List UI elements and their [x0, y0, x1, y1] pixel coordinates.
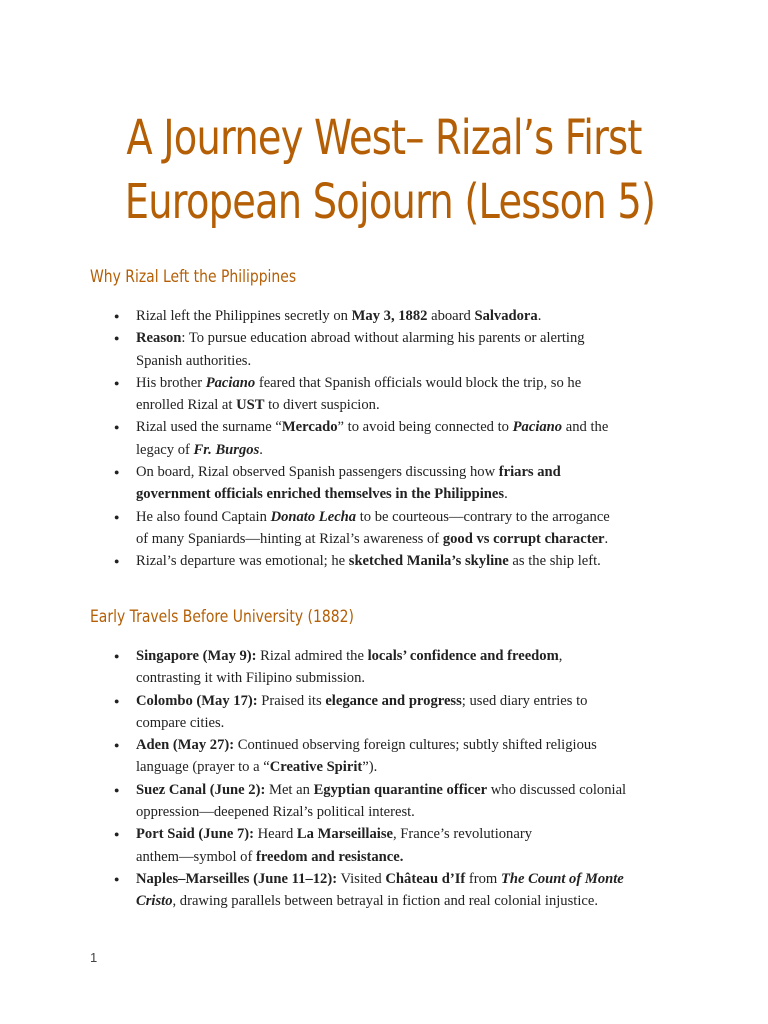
- emphasis-text: Naples–Marseilles (June 11–12):: [136, 870, 338, 887]
- text-line: [136, 712, 676, 734]
- emphasis-text: Mercado: [281, 419, 338, 436]
- text-line: [136, 350, 676, 372]
- list-item: [0, 416, 676, 461]
- body-text: compare cities.: [136, 714, 225, 731]
- emphasis-text: Paciano: [512, 419, 563, 436]
- body-text: oppression—deepened Rizal’s political interest.: [136, 804, 415, 821]
- list-item: [0, 372, 676, 417]
- body-text: Praised its: [257, 692, 326, 709]
- list-item: [0, 779, 676, 824]
- text-line: [136, 890, 676, 912]
- text-line: [136, 550, 676, 572]
- text-line: [136, 461, 676, 483]
- emphasis-text: elegance and progress: [325, 692, 462, 709]
- emphasis-text: Port Said (June 7):: [136, 826, 254, 843]
- text-line: [136, 327, 676, 349]
- body-text: Rizal used the surname “: [136, 419, 282, 436]
- body-text: to be courteous—contrary to the arrogance: [356, 508, 610, 525]
- emphasis-text: good vs corrupt character: [442, 530, 605, 547]
- list-item: [0, 734, 676, 779]
- body-text: to divert suspicion.: [264, 397, 380, 414]
- body-text: who discussed colonial: [487, 781, 627, 798]
- emphasis-text: Reason: [136, 330, 182, 347]
- emphasis-text: sketched Manila’s skyline: [348, 553, 509, 570]
- document-title: [124, 106, 656, 234]
- emphasis-text: Salvadora: [474, 308, 538, 324]
- body-text: and the: [562, 419, 609, 436]
- text-line: [136, 756, 676, 778]
- body-text: , drawing parallels between betrayal in fiction and real colonial injustice.: [172, 893, 598, 910]
- section-heading-early-travels: Early Travels Before University (1882): [90, 607, 354, 627]
- bullet-list-why-rizal-left: [0, 305, 676, 573]
- list-item: [0, 868, 676, 913]
- emphasis-text: Fr. Burgos: [193, 441, 260, 458]
- body-text: .: [259, 441, 263, 458]
- list-item: [0, 690, 676, 735]
- emphasis-text: May 3, 1882: [351, 308, 428, 324]
- body-text: , France’s revolutionary: [392, 826, 532, 843]
- text-line: [136, 483, 676, 505]
- list-item: [0, 327, 676, 372]
- body-text: His brother: [136, 374, 206, 391]
- body-text: Met an: [265, 781, 314, 798]
- text-line: [136, 801, 676, 823]
- section-heading-why-rizal-left: Why Rizal Left the Philippines: [90, 267, 297, 287]
- emphasis-text: friars and: [498, 464, 561, 481]
- body-text: contrasting it with Filipino submission.: [136, 670, 366, 687]
- text-line: [136, 690, 676, 712]
- body-text: ” to avoid being connected to: [337, 419, 513, 436]
- body-text: He also found Captain: [136, 508, 271, 525]
- text-line: [136, 439, 676, 461]
- emphasis-text: The Count of Monte: [500, 870, 624, 887]
- text-line: [136, 416, 676, 438]
- body-text: feared that Spanish officials would block the trip, so he: [255, 374, 582, 391]
- body-text: ,: [558, 648, 563, 664]
- body-text: of many Spaniards—hinting at Rizal’s awareness of: [136, 530, 443, 547]
- text-line: [136, 372, 676, 394]
- emphasis-text: Egyptian quarantine officer: [313, 781, 488, 798]
- bullet-list-early-travels: [0, 645, 676, 913]
- text-line: [136, 846, 676, 868]
- body-text: Rizal admired the: [256, 648, 368, 664]
- emphasis-text: Donato Lecha: [270, 508, 357, 525]
- text-line: [136, 506, 676, 528]
- emphasis-text: government officials enriched themselves in the Philippines: [136, 486, 505, 503]
- emphasis-text: Creative Spirit: [269, 759, 363, 776]
- list-item: [0, 506, 676, 551]
- emphasis-text: Singapore (May 9):: [136, 648, 257, 664]
- body-text: .: [604, 530, 609, 547]
- list-item: [0, 305, 676, 327]
- body-text: anthem—symbol of: [136, 848, 256, 865]
- body-text: ; used diary entries to: [461, 692, 588, 709]
- body-text: : To pursue education abroad without alarming his parents or alerting: [181, 330, 585, 347]
- emphasis-text: La Marseillaise: [296, 826, 393, 843]
- emphasis-text: Château d’If: [385, 870, 466, 887]
- text-line: [136, 667, 676, 689]
- emphasis-text: Cristo: [136, 893, 173, 910]
- body-text: from: [465, 870, 501, 887]
- list-item: [0, 823, 676, 868]
- emphasis-text: locals’ confidence and freedom: [367, 648, 559, 664]
- emphasis-text: UST: [236, 397, 265, 414]
- title-line-2: European Sojourn (Lesson 5): [124, 174, 656, 230]
- body-text: language (prayer to a “: [136, 759, 270, 776]
- emphasis-text: Colombo (May 17):: [136, 692, 258, 709]
- text-line: [136, 528, 676, 550]
- body-text: .: [504, 486, 508, 503]
- body-text: as the ship left.: [508, 553, 601, 570]
- emphasis-text: freedom and resistance.: [255, 848, 404, 865]
- body-text: aboard: [427, 308, 475, 324]
- body-text: Heard: [253, 826, 297, 843]
- list-item: [0, 461, 676, 506]
- text-line: [136, 868, 676, 890]
- body-text: enrolled Rizal at: [136, 397, 237, 414]
- page-number: 1: [90, 950, 98, 965]
- text-line: [136, 734, 676, 756]
- title-line-1: A Journey West– Rizal’s First: [126, 110, 642, 166]
- body-text: On board, Rizal observed Spanish passengers discussing how: [136, 464, 499, 481]
- body-text: Visited: [337, 870, 386, 887]
- emphasis-text: Aden (May 27):: [136, 737, 235, 754]
- emphasis-text: Paciano: [205, 374, 256, 391]
- body-text: Rizal’s departure was emotional; he: [136, 553, 349, 570]
- body-text: .: [537, 308, 542, 324]
- emphasis-text: Suez Canal (June 2):: [136, 781, 266, 798]
- body-text: Continued observing foreign cultures; subtly shifted religious: [234, 737, 597, 754]
- text-line: [136, 394, 676, 416]
- text-line: [136, 779, 676, 801]
- body-text: legacy of: [136, 441, 194, 458]
- body-text: ”).: [362, 759, 378, 776]
- list-item: [0, 645, 676, 690]
- text-line: [136, 305, 676, 327]
- list-item: [0, 550, 676, 572]
- body-text: Rizal left the Philippines secretly on: [136, 308, 352, 324]
- text-line: [136, 823, 676, 845]
- body-text: Spanish authorities.: [136, 352, 252, 369]
- text-line: [136, 645, 676, 667]
